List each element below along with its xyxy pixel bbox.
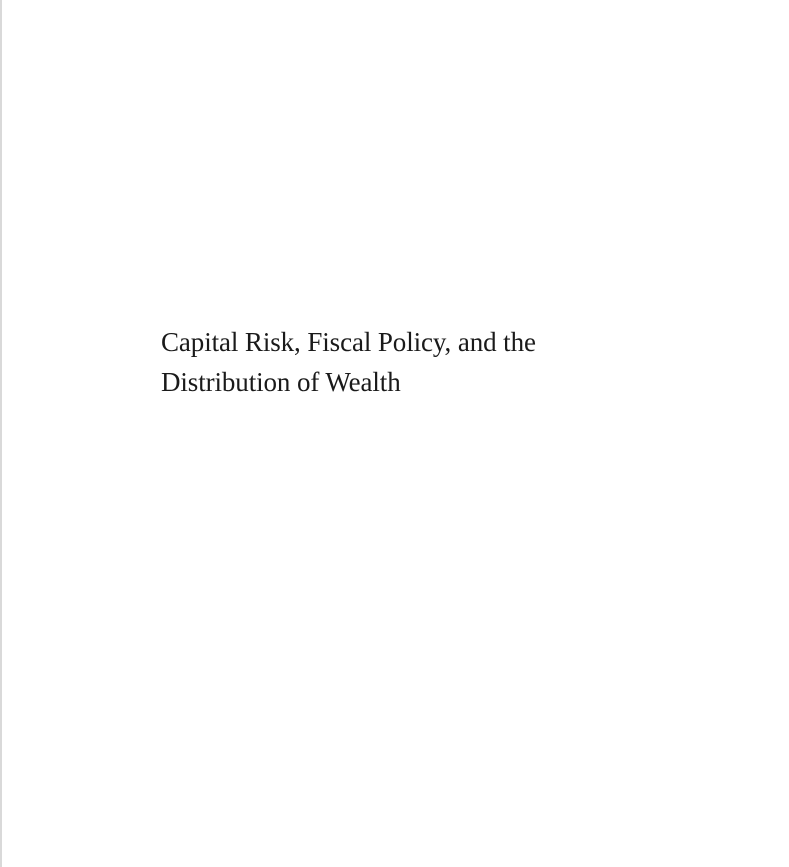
page-left-border [0,0,2,867]
book-title-line-1: Capital Risk, Fiscal Policy, and the [161,327,536,357]
book-title [161,322,721,402]
book-title-line-2: Distribution of Wealth [161,367,401,397]
